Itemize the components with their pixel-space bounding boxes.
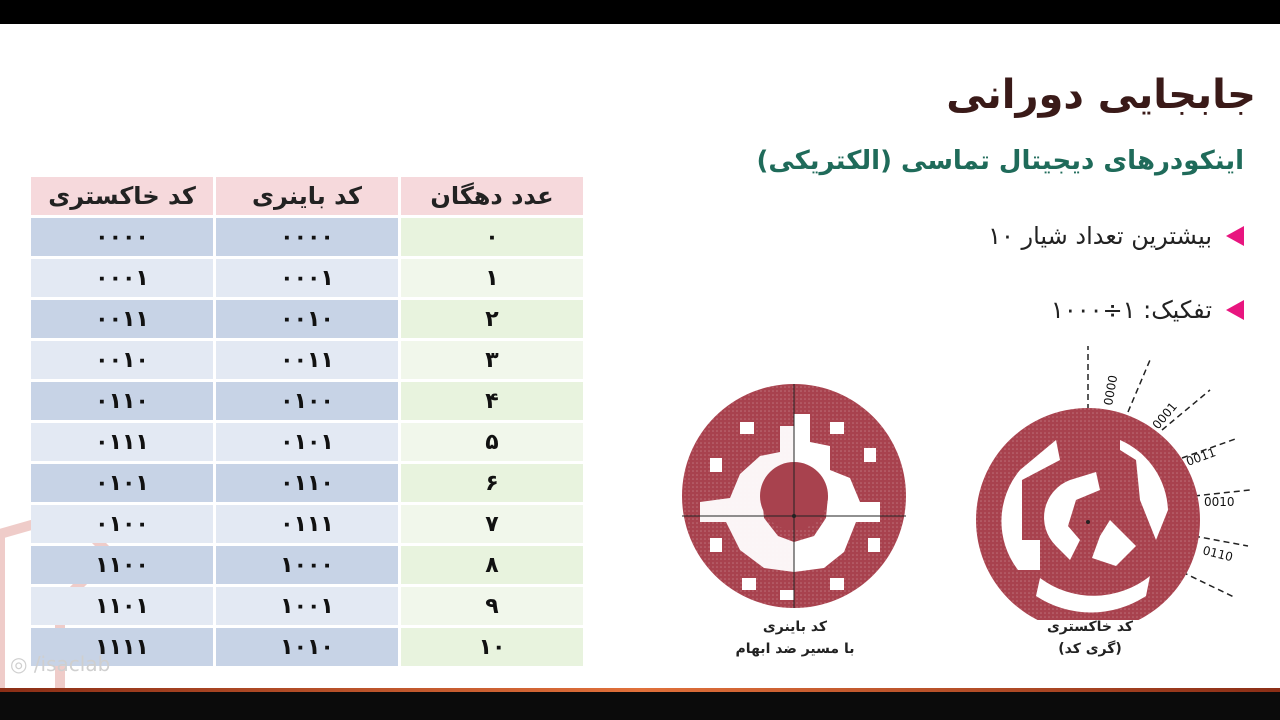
table-row [31, 587, 583, 625]
cell-gray: ۰۰۱۰ [31, 341, 213, 379]
caption-line: با مسیر ضد ابهام [735, 641, 855, 657]
cell-gray: ۰۱۱۱ [31, 423, 213, 461]
cell-binary: ۰۰۱۰ [216, 300, 398, 338]
cell-binary: ۱۰۰۱ [216, 587, 398, 625]
code-table [28, 174, 586, 669]
cell-binary: ۰۱۰۱ [216, 423, 398, 461]
sector-label: 0001 [1149, 399, 1180, 432]
cell-decimal: ۶ [401, 464, 583, 502]
binary-code-disk [680, 382, 908, 610]
caption-line: کد خاکستری [1046, 619, 1134, 635]
sector-label: 0000 [1101, 374, 1121, 407]
bullet-arrow-icon [1226, 300, 1244, 320]
cell-gray: ۰۰۰۰ [31, 218, 213, 256]
cell-gray: ۰۱۱۰ [31, 382, 213, 420]
cell-binary: ۰۱۰۰ [216, 382, 398, 420]
table-row [31, 628, 583, 666]
cell-binary: ۰۰۰۰ [216, 218, 398, 256]
cell-decimal: ۰ [401, 218, 583, 256]
table-row [31, 300, 583, 338]
bottom-bar [0, 692, 1280, 720]
cell-decimal: ۵ [401, 423, 583, 461]
cell-decimal: ۷ [401, 505, 583, 543]
watermark [10, 652, 110, 676]
watermark-text: /isaclab [33, 652, 111, 676]
header-gray: کد خاکستری [31, 177, 213, 215]
instagram-icon: ◎ [10, 652, 28, 676]
table-row [31, 341, 583, 379]
cell-binary: ۱۰۱۰ [216, 628, 398, 666]
gray-disk-caption [1020, 616, 1160, 660]
bullet-arrow-icon [1226, 226, 1244, 246]
binary-disk-caption [720, 616, 870, 660]
bullet-text: تفکیک: ۱÷۱۰۰۰ [1050, 296, 1212, 324]
gray-code-disk [960, 340, 1260, 620]
cell-decimal: ۴ [401, 382, 583, 420]
cell-gray: ۰۱۰۰ [31, 505, 213, 543]
cell-binary: ۰۱۱۱ [216, 505, 398, 543]
sector-label: 0011 [1184, 445, 1218, 469]
table-row [31, 546, 583, 584]
cell-binary: ۱۰۰۰ [216, 546, 398, 584]
cell-decimal: ۲ [401, 300, 583, 338]
table-row [31, 505, 583, 543]
slide-subtitle: اینکودرهای دیجیتال تماسی (الکتریکی) [756, 146, 1244, 176]
bullet-text: بیشترین تعداد شیار ۱۰ [988, 222, 1212, 250]
cell-binary: ۰۰۰۱ [216, 259, 398, 297]
cell-gray: ۱۱۱۱ [31, 628, 213, 666]
cell-decimal: ۱۰ [401, 628, 583, 666]
table-row [31, 464, 583, 502]
cell-decimal: ۹ [401, 587, 583, 625]
sector-label: 0010 [1204, 495, 1235, 509]
cell-binary: ۰۰۱۱ [216, 341, 398, 379]
slide [0, 24, 1280, 692]
slide-title: جابجایی دورانی [946, 72, 1256, 118]
table-row [31, 382, 583, 420]
cell-decimal: ۸ [401, 546, 583, 584]
caption-line: (گری کد) [1058, 641, 1122, 657]
cell-gray: ۱۱۰۰ [31, 546, 213, 584]
cell-gray: ۰۱۰۱ [31, 464, 213, 502]
cell-gray: ۱۱۰۱ [31, 587, 213, 625]
table-row [31, 218, 583, 256]
cell-decimal: ۳ [401, 341, 583, 379]
table-header-row [31, 177, 583, 215]
cell-gray: ۰۰۱۱ [31, 300, 213, 338]
header-decimal: عدد دهگان [401, 177, 583, 215]
header-binary: کد باینری [216, 177, 398, 215]
cell-binary: ۰۱۱۰ [216, 464, 398, 502]
cell-gray: ۰۰۰۱ [31, 259, 213, 297]
bullet-resolution [1051, 296, 1244, 324]
bullet-max-tracks [988, 222, 1244, 250]
table-row [31, 259, 583, 297]
sector-label: 0110 [1201, 543, 1235, 565]
cell-decimal: ۱ [401, 259, 583, 297]
caption-line: کد باینری [762, 619, 828, 635]
table-row [31, 423, 583, 461]
